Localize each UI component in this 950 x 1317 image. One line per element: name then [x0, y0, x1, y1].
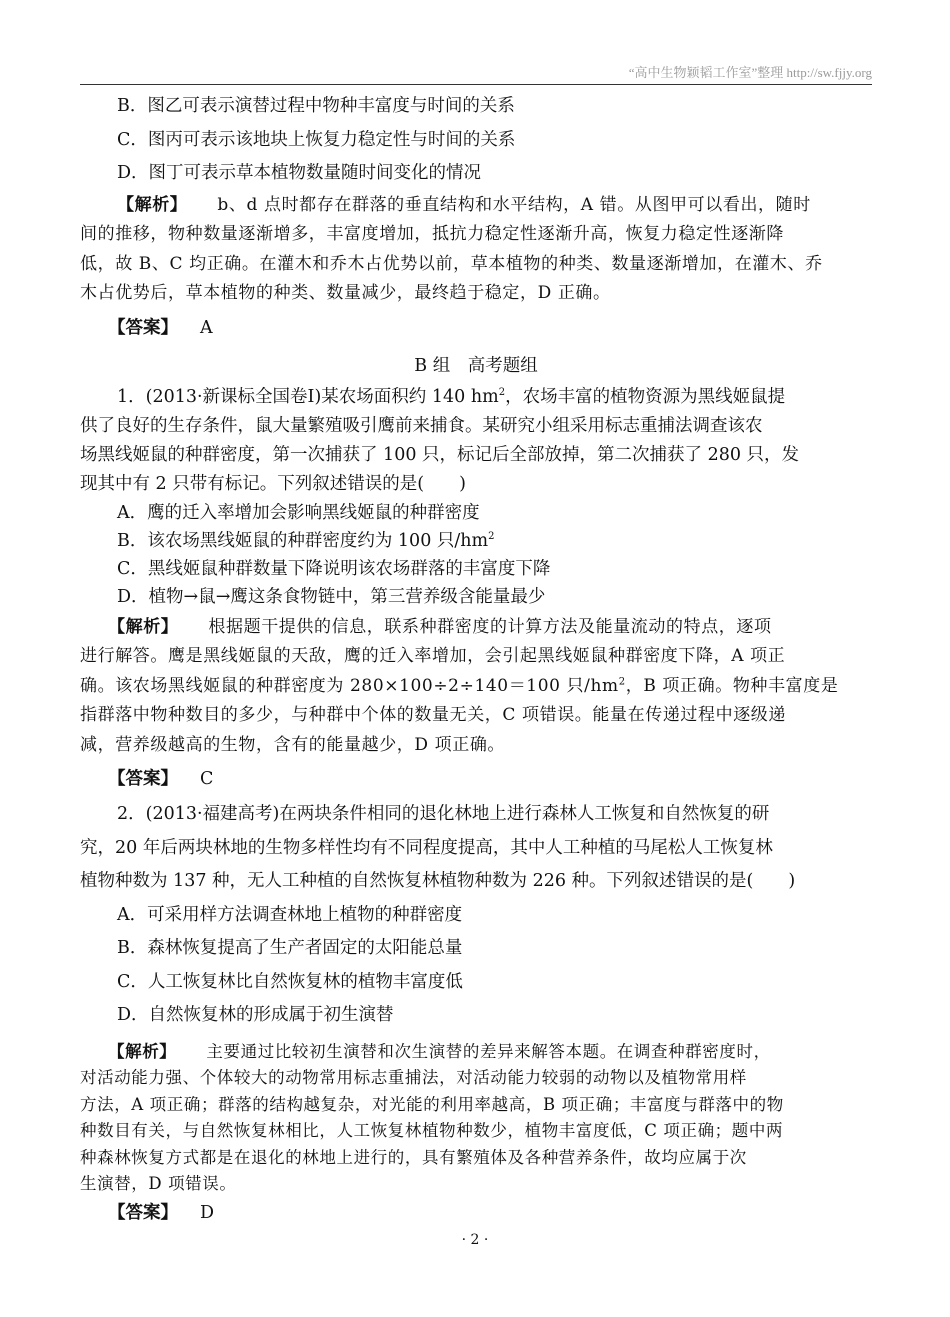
analysis-line: 低，故 B、C 均正确。在灌木和乔木占优势以前，草本植物的种类、数量逐渐增加，在灌木、乔 — [80, 253, 823, 274]
analysis-line: 根据题干提供的信息，联系种群密度的计算方法及能量流动的特点，逐项 — [208, 616, 772, 637]
option-a: A．鹰的迁入率增加会影响黑线姬鼠的种群密度 — [117, 502, 480, 523]
stem-line: 现其中有 2 只带有标记。下列叙述错误的是( ) — [80, 473, 466, 494]
analysis-tag: 【解析】 — [117, 194, 188, 215]
analysis-line: 生演替，D 项错误。 — [80, 1174, 237, 1193]
prev-analysis — [80, 191, 872, 309]
answer-tag: 【答案】 — [108, 317, 178, 338]
analysis-line: b、d 点时都存在群落的垂直结构和水平结构，A 错。从图甲可以看出，随时 — [217, 194, 811, 215]
page-content — [80, 90, 872, 1228]
question-1-answer — [80, 760, 872, 798]
answer-value: A — [200, 317, 213, 338]
analysis-line: 主要通过比较初生演替和次生演替的差异来解答本题。在调查种群密度时， — [206, 1041, 771, 1061]
question-1-analysis — [80, 613, 872, 761]
answer-value: C — [200, 769, 214, 789]
analysis-tag: 【解析】 — [108, 1041, 177, 1061]
stem-line: 供了良好的生存条件，鼠大量繁殖吸引鹰前来捕食。某研究小组采用标志重捕法调查该农 — [80, 415, 763, 436]
option-c: C．图丙可表示该地块上恢复力稳定性与时间的关系 — [117, 129, 516, 150]
analysis-line: 对活动能力强、个体较大的动物常用标志重捕法，对活动能力较弱的动物以及植物常用样 — [80, 1068, 747, 1087]
analysis-line: 种数目有关，与自然恢复林相比，人工恢复林植物种数少，植物丰富度低，C 项正确；题中两 — [80, 1121, 784, 1140]
option-d: D．自然恢复林的形成属于初生演替 — [117, 1005, 394, 1025]
stem-line: 究，20 年后两块林地的生物多样性均有不同程度提高，其中人工种植的马尾松人工恢复林 — [80, 837, 773, 858]
page-header: “高中生物颖韬工作室”整理 http://sw.fjjy.org — [80, 62, 872, 85]
question-2-analysis — [80, 1039, 872, 1198]
question-2-stem — [80, 798, 872, 899]
prev-options — [80, 90, 872, 191]
analysis-tag: 【解析】 — [108, 616, 179, 637]
stem-line: 2．(2013·福建高考)在两块条件相同的退化林地上进行森林人工恢复和自然恢复的研 — [117, 804, 770, 824]
section-title: B 组 高考题组 — [414, 355, 538, 376]
answer-tag: 【答案】 — [108, 769, 178, 789]
option-c: C．人工恢复林比自然恢复林的植物丰富度低 — [117, 971, 463, 992]
stem-line: 植物种数为 137 种，无人工种植的自然恢复林植物种数为 226 种。下列叙述错误的是( ) — [80, 871, 796, 891]
option-a: A．可采用样方法调查林地上植物的种群密度 — [117, 904, 463, 925]
question-1-stem — [80, 383, 872, 499]
analysis-line: 确。该农场黑线姬鼠的种群密度为 280×100÷2÷140＝100 只$/hm^2$，B 项正确。物种丰富度是 — [80, 675, 839, 696]
option-d: D．植物→鼠→鹰这条食物链中，第三营养级含能量最少 — [117, 586, 546, 607]
analysis-line: 指群落中物种数目的多少，与种群中个体的数量无关，C 项错误。能量在传递过程中逐级递 — [80, 705, 787, 725]
analysis-line: 间的推移，物种数量逐渐增多，丰富度增加，抵抗力稳定性逐渐升高，恢复力稳定性逐渐降 — [80, 224, 784, 244]
analysis-line: 木占优势后，草本植物的种类、数量减少，最终趋于稳定，D 正确。 — [80, 283, 611, 303]
option-c: C．黑线姬鼠种群数量下降说明该农场群落的丰富度下降 — [117, 558, 551, 579]
option-d: D．图丁可表示草本植物数量随时间变化的情况 — [117, 163, 482, 183]
analysis-line: 进行解答。鹰是黑线姬鼠的天敌，鹰的迁入率增加，会引起黑线姬鼠种群密度下降，A 项正 — [80, 646, 786, 666]
question-2-answer — [80, 1198, 872, 1228]
option-b: B．该农场黑线姬鼠的种群密度约为 100 只$/hm^2$ — [117, 530, 495, 551]
question-1-options — [80, 499, 872, 611]
question-2-options — [80, 899, 872, 1033]
option-b: B．图乙可表示演替过程中物种丰富度与时间的关系 — [117, 96, 515, 116]
answer-value: D — [200, 1202, 215, 1223]
stem-line: 场黑线姬鼠的种群密度，第一次捕获了 100 只，标记后全部放掉，第二次捕获了 280 只，发 — [80, 444, 800, 465]
analysis-line: 减，营养级越高的生物，含有的能量越少，D 项正确。 — [80, 734, 506, 755]
option-b: B．森林恢复提高了生产者固定的太阳能总量 — [117, 938, 463, 958]
answer-tag: 【答案】 — [108, 1202, 178, 1223]
stem-line: 1．(2013·新课标全国卷Ⅰ)某农场面积约 140 $hm^2$，农场丰富的植物资源为黑线姬鼠提 — [117, 386, 786, 407]
prev-answer — [80, 309, 872, 347]
analysis-line: 方法，A 项正确；群落的结构越复杂，对光能的利用率越高，B 项正确；丰富度与群落中的物 — [80, 1094, 784, 1114]
page-number: · 2 · — [461, 1232, 489, 1248]
analysis-line: 种森林恢复方式都是在退化的林地上进行的，具有繁殖体及各种营养条件，故均应属于次 — [80, 1147, 747, 1167]
